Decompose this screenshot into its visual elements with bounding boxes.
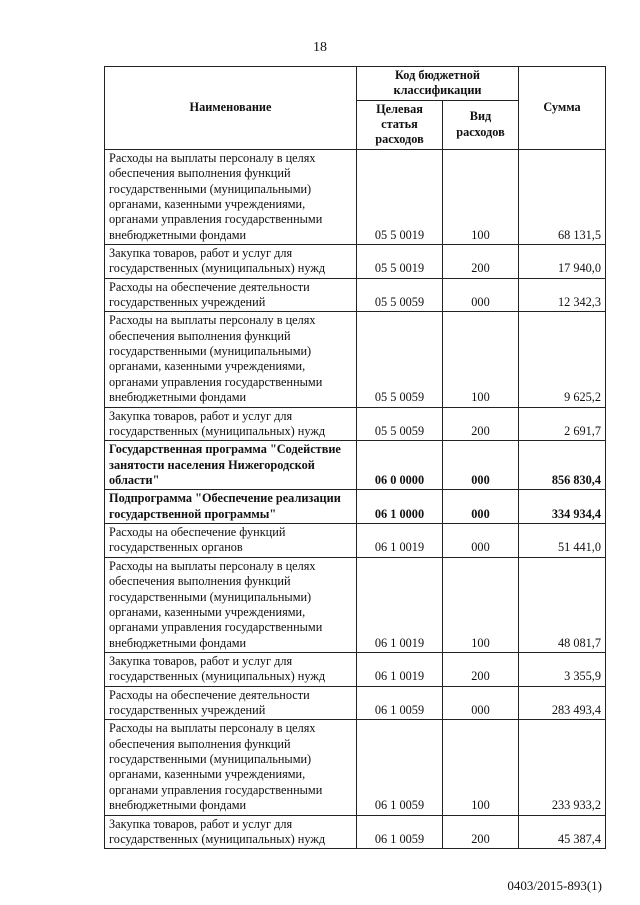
table-row	[105, 149, 606, 244]
row-code-cell: 05 5 0059	[357, 312, 443, 407]
row-type-cell: 000	[443, 441, 519, 490]
row-type-cell: 100	[443, 312, 519, 407]
table-body	[105, 149, 606, 848]
row-name-cell: Закупка товаров, работ и услуг для государственных (муниципальных) нужд	[105, 407, 357, 441]
header-name: Наименование	[105, 67, 357, 150]
row-type-cell: 000	[443, 524, 519, 558]
table-row	[105, 441, 606, 490]
table-row	[105, 720, 606, 815]
table-row	[105, 652, 606, 686]
header-sum: Сумма	[519, 67, 606, 150]
row-name-cell: Государственная программа "Содействие занятости населения Нижегородской области"	[105, 441, 357, 490]
table-row	[105, 557, 606, 652]
row-code-cell: 06 1 0059	[357, 720, 443, 815]
header-target-article: Целевая статья расходов	[357, 100, 443, 149]
row-name-cell: Расходы на обеспечение деятельности государственных учреждений	[105, 686, 357, 720]
table-header	[105, 67, 606, 150]
table-row	[105, 278, 606, 312]
row-sum-cell: 334 934,4	[519, 490, 606, 524]
row-name-cell: Расходы на обеспечение функций государственных органов	[105, 524, 357, 558]
row-code-cell: 06 1 0059	[357, 815, 443, 849]
header-classification: Код бюджетной классификации	[357, 67, 519, 101]
row-type-cell: 000	[443, 490, 519, 524]
row-type-cell: 200	[443, 652, 519, 686]
row-name-cell: Закупка товаров, работ и услуг для государственных (муниципальных) нужд	[105, 652, 357, 686]
row-sum-cell: 283 493,4	[519, 686, 606, 720]
row-sum-cell: 9 625,2	[519, 312, 606, 407]
row-type-cell: 200	[443, 407, 519, 441]
row-name-cell: Расходы на выплаты персоналу в целях обеспечения выполнения функций государственными (муниципальными) органами, казенными учреждениями, органами управления государственными внебюджетными фондами	[105, 557, 357, 652]
row-code-cell: 06 1 0000	[357, 490, 443, 524]
row-sum-cell: 233 933,2	[519, 720, 606, 815]
row-sum-cell: 3 355,9	[519, 652, 606, 686]
table-row	[105, 815, 606, 849]
table-row	[105, 490, 606, 524]
table-row	[105, 524, 606, 558]
row-sum-cell: 2 691,7	[519, 407, 606, 441]
table-row	[105, 244, 606, 278]
row-type-cell: 000	[443, 686, 519, 720]
row-type-cell: 100	[443, 557, 519, 652]
row-sum-cell: 48 081,7	[519, 557, 606, 652]
budget-table	[104, 66, 606, 849]
row-sum-cell: 17 940,0	[519, 244, 606, 278]
row-code-cell: 06 1 0019	[357, 652, 443, 686]
row-type-cell: 100	[443, 149, 519, 244]
row-code-cell: 05 5 0059	[357, 407, 443, 441]
row-type-cell: 100	[443, 720, 519, 815]
row-code-cell: 06 1 0019	[357, 524, 443, 558]
row-code-cell: 06 1 0059	[357, 686, 443, 720]
row-type-cell: 000	[443, 278, 519, 312]
row-code-cell: 05 5 0019	[357, 244, 443, 278]
row-sum-cell: 68 131,5	[519, 149, 606, 244]
page-number: 18	[313, 40, 327, 55]
header-expense-type: Вид расходов	[443, 100, 519, 149]
document-code: 0403/2015-893(1)	[507, 878, 602, 893]
row-name-cell: Закупка товаров, работ и услуг для государственных (муниципальных) нужд	[105, 815, 357, 849]
row-code-cell: 06 1 0019	[357, 557, 443, 652]
row-type-cell: 200	[443, 244, 519, 278]
row-code-cell: 05 5 0019	[357, 149, 443, 244]
row-sum-cell: 45 387,4	[519, 815, 606, 849]
row-sum-cell: 51 441,0	[519, 524, 606, 558]
table-row	[105, 686, 606, 720]
row-name-cell: Расходы на обеспечение деятельности государственных учреждений	[105, 278, 357, 312]
row-code-cell: 05 5 0059	[357, 278, 443, 312]
row-code-cell: 06 0 0000	[357, 441, 443, 490]
row-name-cell: Подпрограмма "Обеспечение реализации государственной программы"	[105, 490, 357, 524]
row-name-cell: Расходы на выплаты персоналу в целях обеспечения выполнения функций государственными (муниципальными) органами, казенными учреждениями, органами управления государственными внебюджетными фондами	[105, 149, 357, 244]
row-sum-cell: 856 830,4	[519, 441, 606, 490]
row-name-cell: Расходы на выплаты персоналу в целях обеспечения выполнения функций государственными (муниципальными) органами, казенными учреждениями, органами управления государственными внебюджетными фондами	[105, 312, 357, 407]
row-name-cell: Закупка товаров, работ и услуг для государственных (муниципальных) нужд	[105, 244, 357, 278]
row-sum-cell: 12 342,3	[519, 278, 606, 312]
row-type-cell: 200	[443, 815, 519, 849]
table-row	[105, 407, 606, 441]
row-name-cell: Расходы на выплаты персоналу в целях обеспечения выполнения функций государственными (муниципальными) органами, казенными учреждениями, органами управления государственными внебюджетными фондами	[105, 720, 357, 815]
table-row	[105, 312, 606, 407]
